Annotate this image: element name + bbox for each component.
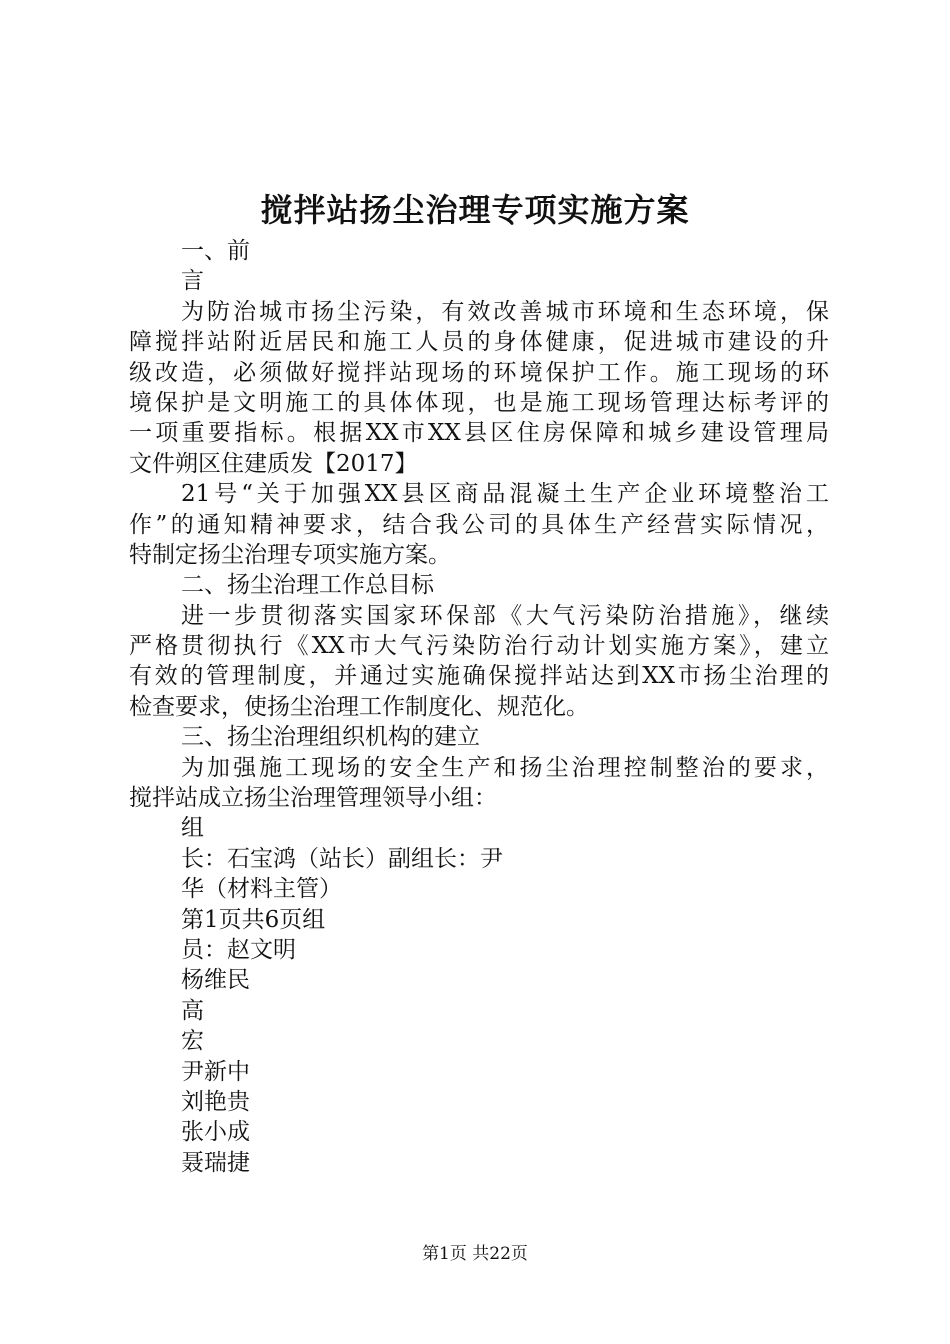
body-line: 特制定扬尘治理专项实施方案。 [129,541,451,568]
body-line: 一、前 [181,238,250,264]
body-line: 文件朔区住建质发【2017】 [129,450,418,477]
body-line: 作”的通知精神要求，结合我公司的具体生产经营实际情况， [129,511,829,538]
body-line: 言 [181,268,204,295]
body-line: 二、扬尘治理工作总目标 [181,572,434,599]
body-line: 聂瑞捷 [181,1149,250,1176]
body-line: 张小成 [181,1119,250,1146]
body-line: 障搅拌站附近居民和施工人员的身体健康，促进城市建设的升 [129,329,829,356]
body-line: 长：石宝鸿（站长）副组长：尹 [181,845,503,872]
body-line: 员：赵文明 [181,936,296,963]
body-line: 一项重要指标。根据XX市XX县区住房保障和城乡建设管理局 [129,420,829,447]
body-line: 为防治城市扬尘污染，有效改善城市环境和生态环境，保 [181,298,829,325]
body-line: 检查要求，使扬尘治理工作制度化、规范化。 [129,693,589,720]
body-line: 为加强施工现场的安全生产和扬尘治理控制整治的要求， [181,754,829,781]
body-line: 级改造，必须做好搅拌站现场的环境保护工作。施工现场的环 [129,359,829,386]
page-footer: 第1页 共22页 [422,1244,528,1264]
body-line: 21号“关于加强XX县区商品混凝土生产企业环境整治工 [181,481,829,508]
body-line: 第1页共6页组 [181,906,326,933]
document-body [129,236,829,1178]
body-line: 华（材料主管） [181,876,342,903]
body-line: 搅拌站成立扬尘治理管理领导小组： [129,785,497,812]
body-line: 三、扬尘治理组织机构的建立 [181,724,480,751]
body-line: 严格贯彻执行《XX市大气污染防治行动计划实施方案》，建立 [129,633,829,660]
body-line: 宏 [181,1028,204,1055]
body-line: 进一步贯彻落实国家环保部《大气污染防治措施》，继续 [181,602,829,629]
body-line: 组 [181,815,204,842]
body-line: 有效的管理制度，并通过实施确保搅拌站达到XX市扬尘治理的 [129,663,829,690]
body-line: 杨维民 [181,967,250,994]
body-line: 刘艳贵 [181,1088,250,1115]
body-line: 高 [181,997,204,1024]
body-line: 尹新中 [181,1058,250,1085]
body-line: 境保护是文明施工的具体体现，也是施工现场管理达标考评的 [129,389,829,416]
document-title: 搅拌站扬尘治理专项实施方案 [260,191,690,229]
